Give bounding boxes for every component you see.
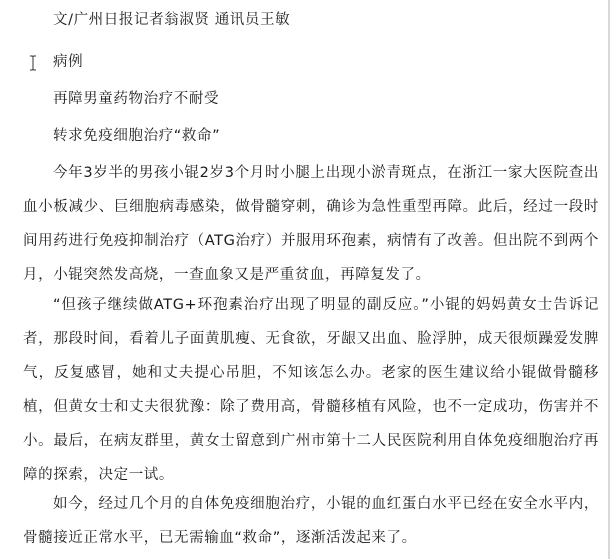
subheading-2: 转求免疫细胞治疗“救命” — [53, 128, 221, 144]
byline: 文/广州日报记者翁淑贤 通讯员王敏 — [53, 12, 291, 28]
paragraph-1: 今年3岁半的男孩小锟2岁3个月时小腿上出现小淤青斑点，在浙江一家大医院查出血小板减少、巨细胞病毒感染，做骨髓穿刺，确诊为急性重型再障。此后，经过一段时间用药进行免疫抑制治疗（ATG治疗）并服用环孢素，病情有了改善。但出院不到两个月，小锟突然发高烧，一查血象又是严重贫血，再障复发了。 — [23, 165, 599, 283]
subheading-1: 再障男童药物治疗不耐受 — [53, 91, 220, 107]
paragraph-2: “但孩子继续做ATG+环孢素治疗出现了明显的副反应。”小锟的妈妈黄女士告诉记者，那段时间，看着儿子面黄肌瘦、无食欲，牙龈又出血、脸浮肿，成天很烦躁爱发脾气，反复感冒，她和丈夫提心吊胆，不知该怎么办。老家的医生建议给小锟做骨髓移植，但黄女士和丈夫很犹豫：除了费用高，骨髓移植有风险，也不一定成功，伤害并不小。最后，在病友群里，黄女士留意到广州市第十二人民医院利用自体免疫细胞治疗再障的探索，决定一试。 — [23, 297, 599, 483]
paragraph-3: 如今，经过几个月的自体免疫细胞治疗，小锟的血红蛋白水平已经在安全水平内，骨髓接近正常水平，已无需输血“救命”，逐渐活泼起来了。 — [23, 496, 599, 546]
text-cursor-icon — [29, 55, 37, 71]
section-label: 病例 — [53, 54, 84, 70]
